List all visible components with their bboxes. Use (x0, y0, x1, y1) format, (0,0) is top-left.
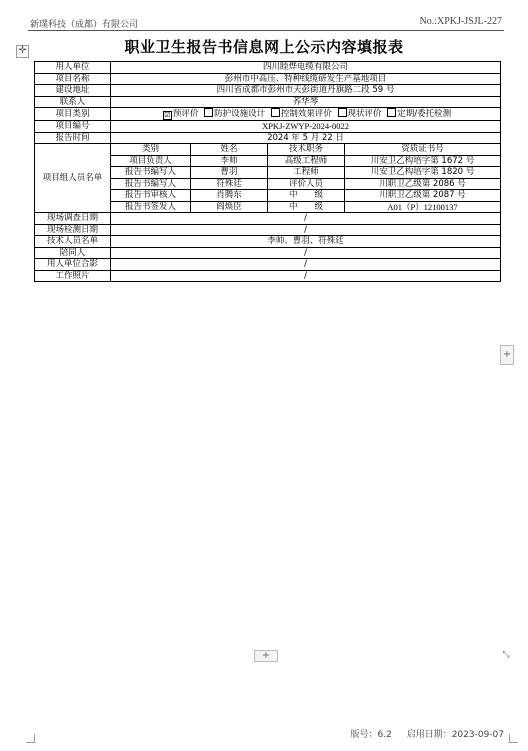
label-work-photo: 工作照片 (35, 270, 111, 282)
row-survey-date (35, 213, 501, 225)
label-tech-staff: 技术人员名单 (35, 236, 111, 248)
value-companion[interactable]: / (111, 247, 501, 259)
row-employer (35, 62, 501, 74)
team-cert[interactable]: A01（P）12100137 (345, 201, 501, 213)
row-companion (35, 247, 501, 259)
team-name[interactable]: 阎焕臣 (191, 201, 268, 213)
team-cert[interactable]: 川安卫乙构培字第 1672 号 (345, 155, 501, 167)
footer (338, 727, 504, 740)
header-divider (28, 30, 504, 31)
team-header-name: 姓名 (191, 144, 268, 156)
footer-enable-date: 启用日期：2023-09-07 (406, 730, 504, 740)
row-group-photo (35, 259, 501, 271)
team-title[interactable]: 工程师 (268, 167, 345, 179)
checkbox-status-evaluation[interactable] (338, 108, 347, 117)
value-tech-staff[interactable]: 李帅、曹羽、符殊廷 (111, 236, 501, 248)
label-report-date: 报告时间 (35, 132, 111, 144)
row-work-photo (35, 270, 501, 282)
project-type-options (111, 108, 501, 121)
row-test-date (35, 224, 501, 236)
option-control-effect: 控制效果评价 (280, 109, 332, 119)
checkbox-control-effect[interactable] (271, 108, 280, 117)
row-address (35, 85, 501, 97)
row-report-date (35, 132, 501, 144)
label-project-no: 项目编号 (35, 121, 111, 133)
label-group-photo: 用人单位合影 (35, 259, 111, 271)
disclosure-form-table (34, 61, 501, 282)
team-header-title: 技术职务 (268, 144, 345, 156)
page-title: 职业卫生报告书信息网上公示内容填报表 (124, 38, 404, 56)
team-name[interactable]: 李帅 (191, 155, 268, 167)
team-category[interactable]: 报告书编写人 (111, 178, 191, 190)
value-employer[interactable]: 四川睦烨电缆有限公司 (111, 62, 501, 74)
label-survey-date: 现场调查日期 (35, 213, 111, 225)
row-project-type (35, 108, 501, 121)
resize-handle-icon[interactable]: ⤡ (502, 650, 510, 660)
label-contact: 联系人 (35, 96, 111, 108)
table-move-handle-icon[interactable]: ✛ (16, 45, 29, 58)
option-status-evaluation: 现状评价 (347, 109, 382, 119)
team-title[interactable]: 中 级 (268, 190, 345, 202)
team-header-category: 类别 (111, 144, 191, 156)
value-project-no[interactable]: XPKJ-ZWYP-2024-0022 (111, 121, 501, 133)
team-cert[interactable]: 川职卫乙级第 2087 号 (345, 190, 501, 202)
team-title[interactable]: 评价人员 (268, 178, 345, 190)
option-periodic-testing: 定期/委托检测 (397, 109, 452, 119)
team-name[interactable]: 符殊廷 (191, 178, 268, 190)
checkbox-pre-evaluation[interactable]: ☑ (164, 111, 171, 119)
team-cert[interactable]: 川安卫乙构培字第 1820 号 (345, 167, 501, 179)
document-number: No.:XPKJ-JSJL-227 (419, 16, 502, 27)
row-project-name (35, 73, 501, 85)
label-address: 建设地址 (35, 85, 111, 97)
value-project-name[interactable]: 彭州市中高压、特种线缆研发生产基地项目 (111, 73, 501, 85)
team-category[interactable]: 项目负责人 (111, 155, 191, 167)
value-group-photo[interactable]: / (111, 259, 501, 271)
row-contact (35, 96, 501, 108)
value-report-date[interactable]: 2024 年 5 月 22 日 (111, 132, 501, 144)
label-project-name: 项目名称 (35, 73, 111, 85)
label-employer: 用人单位 (35, 62, 111, 74)
team-title[interactable]: 中 级 (268, 201, 345, 213)
label-team: 项目组人员名单 (35, 144, 111, 213)
value-survey-date[interactable]: / (111, 213, 501, 225)
row-project-no (35, 121, 501, 133)
add-column-button[interactable]: + (500, 345, 514, 365)
page-corner-mark (26, 734, 35, 743)
option-pre-evaluation: 预评价 (172, 109, 199, 119)
team-category[interactable]: 报告书审核人 (111, 190, 191, 202)
add-row-button[interactable]: + (254, 650, 278, 662)
value-test-date[interactable]: / (111, 224, 501, 236)
label-companion: 陪同人 (35, 247, 111, 259)
checkbox-protection-design[interactable] (204, 108, 213, 117)
footer-version: 版号：6.2 (350, 730, 392, 740)
company-name: 新璞科技（成都）有限公司 (30, 20, 139, 30)
checkbox-periodic-testing[interactable] (387, 108, 396, 117)
value-work-photo[interactable]: / (111, 270, 501, 282)
team-name[interactable]: 肖腾东 (191, 190, 268, 202)
label-test-date: 现场检测日期 (35, 224, 111, 236)
option-protection-design: 防护设施设计 (214, 109, 266, 119)
page-corner-mark (509, 734, 518, 743)
team-title[interactable]: 高级工程师 (268, 155, 345, 167)
team-header-cert: 资质证书号 (345, 144, 501, 156)
row-tech-staff (35, 236, 501, 248)
value-contact[interactable]: 荞华琴 (111, 96, 501, 108)
team-name[interactable]: 曹羽 (191, 167, 268, 179)
value-address[interactable]: 四川省成都市彭州市天彭街道丹旗路二段 59 号 (111, 85, 501, 97)
team-category[interactable]: 报告书签发人 (111, 201, 191, 213)
team-cert[interactable]: 川职卫乙级第 2086 号 (345, 178, 501, 190)
label-project-type: 项目类别 (35, 108, 111, 121)
team-category[interactable]: 报告书编写人 (111, 167, 191, 179)
team-header-row (35, 144, 501, 156)
